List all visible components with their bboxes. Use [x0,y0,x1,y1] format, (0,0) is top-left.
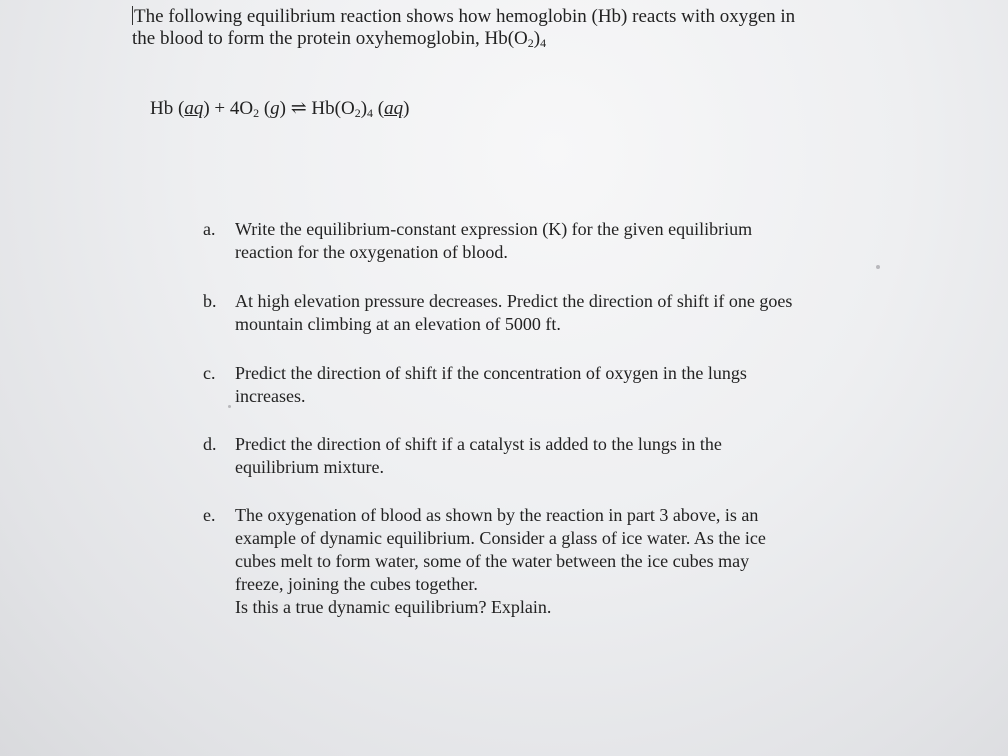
intro-paragraph [132,6,892,50]
question-text: Predict the direction of shift if the concentration of oxygen in the lungs increases. [235,363,747,406]
chemical-equation: Hb $(aq) + 4O_2$ (g) ⇌ $Hb(O_2)_4$ (aq) [150,98,410,120]
question-letter: a. [203,219,216,239]
question-letter: e. [203,505,216,525]
paper-speck [228,405,231,408]
question-letter: d. [203,434,217,454]
question-a [203,218,893,264]
question-b [203,290,893,336]
question-c [203,362,893,408]
question-text: Write the equilibrium-constant expression (K) for the given equilibrium reaction for the oxygenation of blood. [235,219,753,262]
intro-line-1: The following equilibrium reaction shows how hemoglobin (Hb) reacts with oxygen in [134,6,796,27]
question-letter: c. [203,363,216,383]
text-cursor [132,6,133,25]
question-e [203,504,893,619]
question-letter: b. [203,291,217,311]
intro-line-2: the blood to form the protein oxyhemoglobin, $Hb(O_2)_4$ [132,28,547,50]
question-text: The oxygenation of blood as shown by the reaction in part 3 above, is an example of dynamic equilibrium. Consider a glass of ice water. As the ice cubes melt to form water, some of the water between the ice cubes may freeze, joining the cubes together. Is this a true dynamic equilibrium? Explain. [235,505,766,617]
question-text: Predict the direction of shift if a catalyst is added to the lungs in the equilibrium mixture. [235,434,722,477]
paper-speck [876,265,880,269]
question-text: At high elevation pressure decreases. Predict the direction of shift if one goes mountain climbing at an elevation of 5000 ft. [235,291,793,334]
question-d [203,433,893,479]
